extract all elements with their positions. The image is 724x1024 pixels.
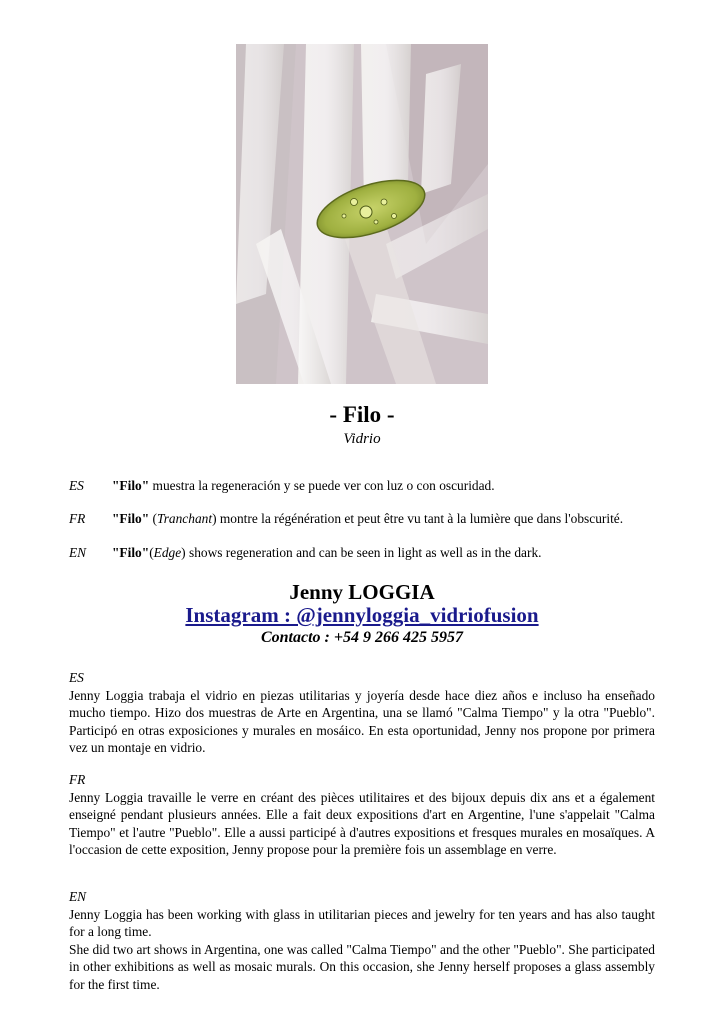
bio-fr-code: FR xyxy=(69,772,86,787)
bio-paragraph: Jenny Loggia travaille le verre en créant des pièces utilitaires et des bijoux depuis dix ans et a également enseigné pendant plusieurs années. Elle a fait deux expositions d'art en Argentine, l'une s'appelait "Calma Tiempo" et l'autre "Pueblo". Elle a aussi participé à d'autres expositions et fresques murales en mosaïques. A l'occasion de cette exposition, Jenny propose pour la première fois un assemblage en verre. xyxy=(69,790,655,858)
description-text: "Filo" muestra la regeneración y se puede ver con luz o con oscuridad. xyxy=(112,478,495,493)
language-code: ES xyxy=(69,478,84,493)
artwork-material: Vidrio xyxy=(343,431,381,447)
artwork-title: - Filo - xyxy=(329,402,395,427)
language-code: FR xyxy=(69,511,86,526)
artwork-photo xyxy=(236,44,488,384)
bio-paragraph: Jenny Loggia trabaja el vidrio en piezas utilitarias y joyería desde hace diez años e incluso ha enseñado mucho tiempo. Hizo dos muestras de Arte en Argentina, una se llamó "Calma Tiempo" y la otra "Pueblo". Participó en otras exposiciones y murales en mosáico. En esta oportunidad, Jenny nos propone por primera vez un montaje en vidrio. xyxy=(69,688,655,756)
description-text: "Filo" (Tranchant) montre la régénération et peut être vu tant à la lumière que dans l'obscurité. xyxy=(112,511,624,526)
bio-paragraph: Jenny Loggia has been working with glass in utilitarian pieces and jewelry for ten years and has also taught for a long time. xyxy=(69,907,655,940)
instagram-link[interactable]: Instagram : @jennyloggia_vidriofusion xyxy=(185,603,539,627)
bio-es-code: ES xyxy=(69,670,84,685)
bio-paragraph: She did two art shows in Argentina, one was called "Calma Tiempo" and the other "Pueblo". She participated in other exhibitions as well as mosaic murals. On this occasion, she Jenny herself proposes a glass assembly for the first time. xyxy=(69,941,655,992)
description-text: "Filo"(Edge) shows regeneration and can be seen in light as well as in the dark. xyxy=(112,545,542,560)
glass-sculpture-image xyxy=(236,44,488,384)
artist-name: Jenny LOGGIA xyxy=(289,580,435,604)
contact-phone: Contacto : +54 9 266 425 5957 xyxy=(260,629,463,646)
bio-en xyxy=(69,906,655,993)
language-code: EN xyxy=(69,545,87,560)
bio-en-code: EN xyxy=(69,889,87,904)
bio-fr xyxy=(69,789,655,859)
bio-es xyxy=(69,687,655,757)
